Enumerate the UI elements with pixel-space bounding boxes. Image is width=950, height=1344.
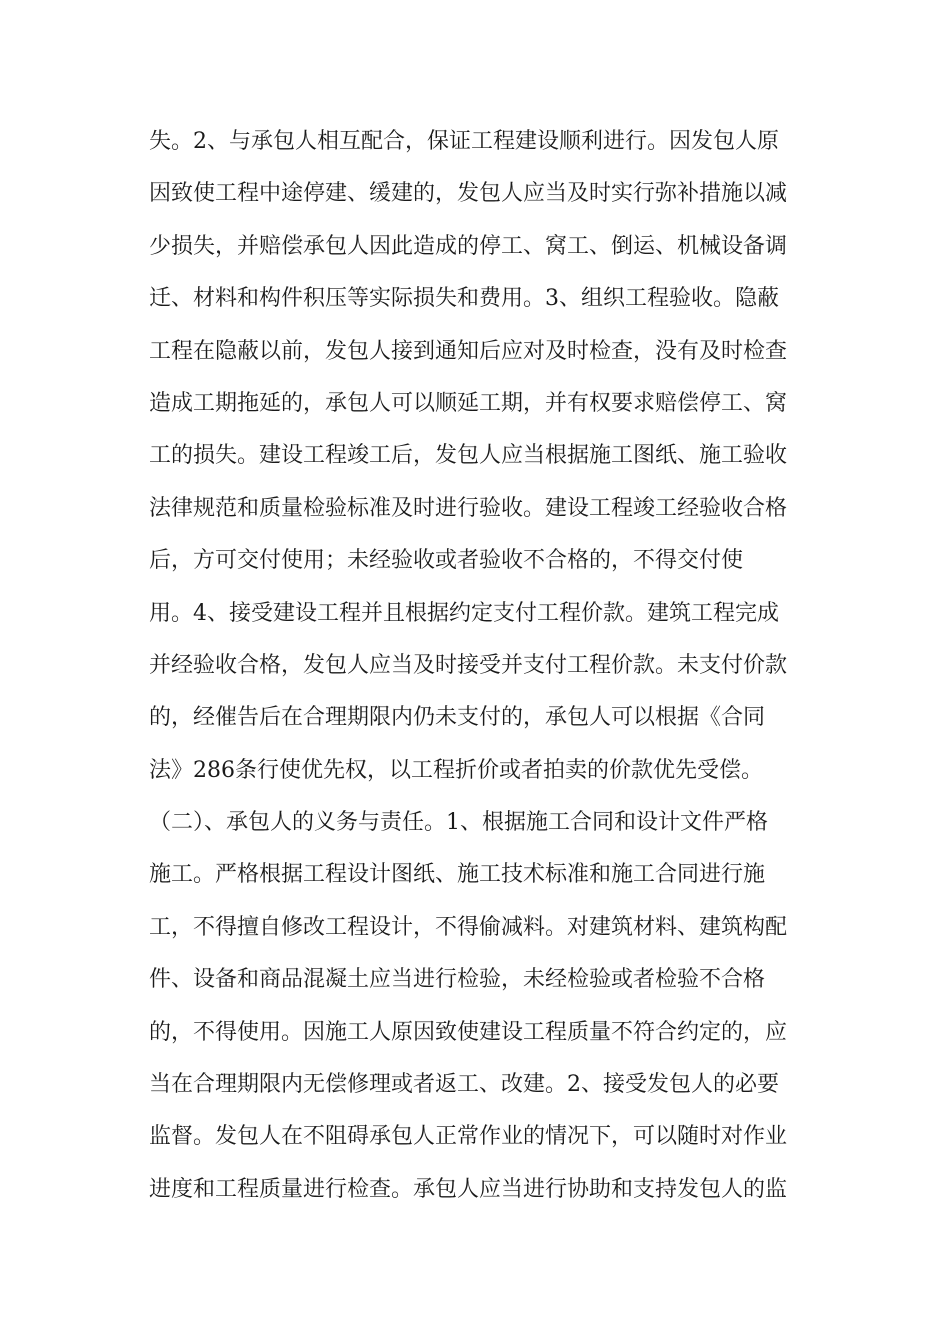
text-line: 少损失，并赔偿承包人因此造成的停工、窝工、倒运、机械设备调	[149, 233, 788, 259]
text-line: 失。2、与承包人相互配合，保证工程建设顺利进行。因发包人原	[149, 129, 779, 154]
text-line: 监督。发包人在不阻碍承包人正常作业的情况下，可以随时对作业	[149, 1124, 788, 1150]
body-text	[149, 116, 809, 1216]
text-line: 造成工期拖延的，承包人可以顺延工期，并有权要求赔偿停工、窝	[149, 390, 788, 416]
text-line: 工的损失。建设工程竣工后，发包人应当根据施工图纸、施工验收	[149, 443, 788, 469]
text-line: 工程在隐蔽以前，发包人接到通知后应对及时检查，没有及时检查	[149, 338, 788, 364]
text-line: 后，方可交付使用；未经验收或者验收不合格的，不得交付使	[149, 548, 744, 574]
text-line: 件、设备和商品混凝土应当进行检验，未经检验或者检验不合格	[149, 967, 766, 993]
text-line: 施工。严格根据工程设计图纸、施工技术标准和施工合同进行施	[149, 862, 766, 888]
text-line: 法》286条行使优先权，以工程折价或者拍卖的价款优先受偿。	[149, 757, 763, 783]
text-line: 工，不得擅自修改工程设计，不得偷减料。对建筑材料、建筑构配	[149, 914, 788, 940]
text-line: 并经验收合格，发包人应当及时接受并支付工程价款。未支付价款	[149, 652, 788, 678]
text-line: （二）、承包人的义务与责任。1、根据施工合同和设计文件严格	[149, 810, 768, 836]
text-line: 的，不得使用。因施工人原因致使建设工程质量不符合约定的，应	[149, 1019, 788, 1045]
text-line: 当在合理期限内无偿修理或者返工、改建。2、接受发包人的必要	[149, 1072, 779, 1098]
text-line: 进度和工程质量进行检查。承包人应当进行协助和支持发包人的监	[149, 1176, 788, 1202]
text-line: 法律规范和质量检验标准及时进行验收。建设工程竣工经验收合格	[149, 495, 788, 521]
text-line: 迁、材料和构件积压等实际损失和费用。3、组织工程验收。隐蔽	[149, 286, 779, 312]
text-line: 用。4、接受建设工程并且根据约定支付工程价款。建筑工程完成	[149, 600, 779, 626]
text-line: 的，经催告后在合理期限内仍未支付的，承包人可以根据《合同	[149, 705, 766, 731]
text-line: 因致使工程中途停建、缓建的，发包人应当及时实行弥补措施以减	[149, 181, 788, 207]
